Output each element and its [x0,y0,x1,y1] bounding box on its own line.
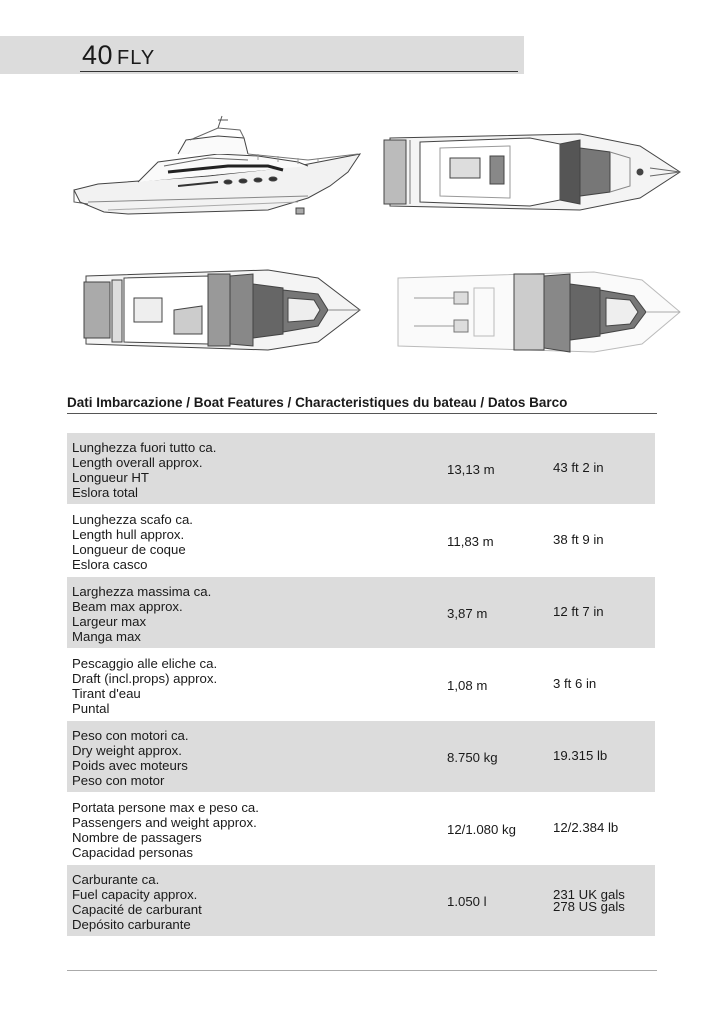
deck-top-view-icon [380,128,690,218]
label-en: Fuel capacity approx. [72,887,198,902]
label-en: Beam max approx. [72,599,183,614]
label-it: Peso con motori ca. [72,728,189,743]
metric-value: 11,83 m [447,534,494,549]
imperial-us: 278 US gals [553,899,625,914]
imperial-value: 3 ft 6 in [553,676,597,691]
label-it: Lunghezza fuori tutto ca. [72,440,217,455]
label-es: Depósito carburante [72,917,191,932]
spec-row-fuel [67,865,655,936]
label-es: Manga max [72,629,141,644]
model-number: 40 [82,40,114,70]
imperial-value: 38 ft 9 in [553,532,604,547]
spec-row-draft [67,649,655,720]
label-en: Passengers and weight approx. [72,815,257,830]
label-en: Draft (incl.props) approx. [72,671,218,686]
label-es: Eslora total [72,485,138,500]
label-es: Peso con motor [72,773,165,788]
side-profile-icon [68,110,368,225]
title-band [0,36,524,74]
spec-labels [72,800,259,860]
label-fr: Longueur de coque [72,542,186,557]
footer-rule [67,970,657,971]
imperial-value: 12/2.384 lb [553,820,619,835]
imperial-value [553,889,625,913]
label-it: Larghezza massima ca. [72,584,212,599]
spec-labels [72,440,216,500]
heading-rule [67,413,657,414]
label-fr: Capacité de carburant [72,902,202,917]
spec-row-dry-weight [67,721,655,792]
label-it: Lunghezza scafo ca. [72,512,193,527]
spec-labels [72,656,217,716]
label-fr: Nombre de passagers [72,830,202,845]
imperial-value: 43 ft 2 in [553,460,604,475]
label-fr: Largeur max [72,614,147,629]
imperial-uk: 231 UK gals [553,887,625,902]
imperial-value: 19.315 lb [553,748,608,763]
label-it: Carburante ca. [72,872,160,887]
label-it: Pescaggio alle eliche ca. [72,656,218,671]
label-it: Portata persone max e peso ca. [72,800,259,815]
label-fr: Poids avec moteurs [72,758,188,773]
spec-row-passengers [67,793,655,864]
metric-value: 13,13 m [447,462,495,477]
metric-value: 1.050 l [447,894,487,909]
spec-labels [72,584,211,644]
label-en: Length overall approx. [72,455,203,470]
page-title [82,40,155,71]
label-es: Eslora casco [72,557,148,572]
spec-table [67,433,655,937]
spec-row-length-hull [67,505,655,576]
spec-labels [72,728,189,788]
label-en: Length hull approx. [72,527,185,542]
label-fr: Tirant d'eau [72,686,141,701]
label-es: Puntal [72,701,110,716]
spec-row-length-overall [67,433,655,504]
features-heading: Dati Imbarcazione / Boat Features / Characteristiques du bateau / Datos Barco [67,395,568,410]
spec-row-beam [67,577,655,648]
spec-labels [72,512,193,572]
model-variant: FLY [117,47,156,69]
label-en: Dry weight approx. [72,743,182,758]
metric-value: 3,87 m [447,606,488,621]
label-es: Capacidad personas [72,845,193,860]
metric-value: 8.750 kg [447,750,498,765]
imperial-value: 12 ft 7 in [553,604,604,619]
metric-value: 1,08 m [447,678,488,693]
flybridge-plan-icon [78,264,368,356]
lower-deck-plan-icon [394,268,684,360]
label-fr: Longueur HT [72,470,149,485]
spec-labels [72,872,202,932]
title-rule [80,71,518,72]
metric-value: 12/1.080 kg [447,822,516,837]
